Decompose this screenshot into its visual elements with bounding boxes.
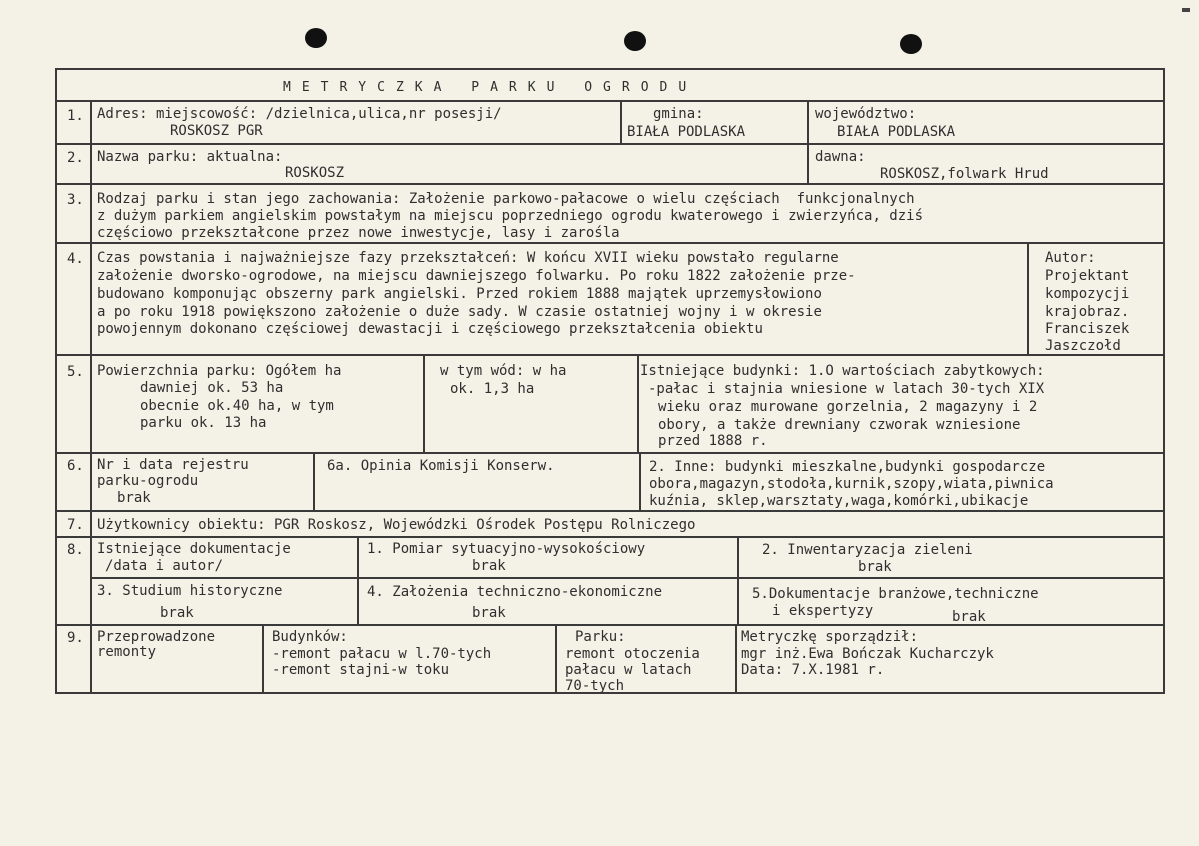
rule — [55, 242, 1165, 244]
park-type-text: częściowo przekształcone przez nowe inwestycje, lasy i zarośla — [97, 225, 620, 241]
rule — [55, 100, 1165, 102]
rule — [639, 452, 641, 510]
row-number: 3. — [67, 192, 84, 208]
buildings-text: wieku oraz murowane gorzelnia, 2 magazyny i 2 — [658, 399, 1038, 415]
row-number: 1. — [67, 108, 84, 124]
history-text: a po roku 1918 powiększono założenie o duże sady. W czasie ostatniej wojny i w okresie — [97, 304, 822, 320]
water-text: ok. 1,3 ha — [450, 381, 535, 397]
water-text: w tym wód: w ha — [440, 363, 567, 379]
rule — [313, 452, 315, 510]
author-text: krajobraz. — [1045, 304, 1130, 320]
opinion-label: 6a. Opinia Komisji Konserw. — [327, 458, 555, 474]
punch-hole-left — [305, 28, 327, 48]
rule — [91, 577, 1165, 579]
renovations-label: Przeprowadzone — [97, 629, 216, 645]
punch-hole-center — [624, 31, 646, 51]
survey-label: 1. Pomiar sytuacyjno-wysokościowy — [367, 541, 646, 557]
buildings-text: Istniejące budynki: 1.O wartościach zabytkowych: — [640, 363, 1045, 379]
rule — [620, 100, 622, 143]
rule — [55, 510, 1165, 512]
row-number: 5. — [67, 364, 84, 380]
technical-label: 4. Założenia techniczno-ekonomiczne — [367, 584, 663, 600]
rule — [555, 624, 557, 694]
greenery-value: brak — [858, 559, 892, 575]
park-renovations: pałacu w latach — [565, 662, 692, 678]
building-renovations: Budynków: — [272, 629, 348, 645]
history-study-label: 3. Studium historyczne — [97, 583, 283, 599]
park-renovations: Parku: — [575, 629, 626, 645]
rule — [55, 183, 1165, 185]
area-text: dawniej ok. 53 ha — [140, 380, 284, 396]
buildings-text: obory, a także drewniany czworak wzniesione — [658, 417, 1021, 433]
rule — [1163, 68, 1165, 694]
address-label: Adres: miejscowość: /dzielnica,ulica,nr posesji/ — [97, 106, 502, 122]
area-text: Powierzchnia parku: Ogółem ha — [97, 363, 342, 379]
row-number: 8. — [67, 542, 84, 558]
rule — [55, 536, 1165, 538]
row-number: 2. — [67, 150, 84, 166]
park-type-text: Rodzaj parku i stan jego zachowania: Założenie parkowo-pałacowe o wielu częściach funkcjonalnych — [97, 191, 915, 207]
old-name-value: ROSKOSZ,folwark Hrud — [880, 166, 1049, 182]
history-text: Czas powstania i najważniejsze fazy przekształceń: W końcu XVII wieku powstało regularne — [97, 250, 839, 266]
register-text: parku-ogrodu — [97, 473, 199, 489]
users-text: Użytkownicy obiektu: PGR Roskosz, Wojewódzki Ośrodek Postępu Rolniczego — [97, 517, 696, 533]
author-text: Jaszczołd — [1045, 338, 1121, 354]
rule — [423, 354, 425, 452]
rule — [90, 100, 92, 694]
survey-value: brak — [472, 558, 506, 574]
address-value: ROSKOSZ PGR — [170, 123, 263, 139]
other-buildings-text: kuźnia, sklep,warsztaty,waga,komórki,ubikacje — [649, 493, 1029, 509]
renovations-label: remonty — [97, 644, 157, 660]
industry-docs-value: brak — [952, 609, 986, 625]
prepared-date: Data: 7.X.1981 r. — [741, 662, 885, 678]
rule — [807, 100, 809, 183]
industry-docs-label: 5.Dokumentacje branżowe,techniczne — [752, 586, 1039, 602]
documentation-label: Istniejące dokumentacje — [97, 541, 291, 557]
rule — [637, 354, 639, 452]
documentation-label: /data i autor/ — [105, 558, 224, 574]
park-record-card — [55, 68, 1165, 694]
prepared-by: Metryczkę sporządził: — [741, 629, 919, 645]
row-number: 4. — [67, 251, 84, 267]
history-text: powojennym dokonano częściowej dewastacji i częściowego przekształcenia obiektu — [97, 321, 763, 337]
area-text: parku ok. 13 ha — [140, 415, 267, 431]
punch-hole-right — [900, 34, 922, 54]
rule — [737, 536, 739, 624]
author-text: Franciszek — [1045, 321, 1130, 337]
park-name-value: ROSKOSZ — [285, 165, 345, 181]
rule — [735, 624, 737, 694]
technical-value: brak — [472, 605, 506, 621]
park-type-text: z dużym parkiem angielskim powstałym na miejscu poprzedniego ogrodu kwaterowego i zwierzyńca, dziś — [97, 208, 924, 224]
history-text: założenie dworsko-ogrodowe, na miejscu dawniejszego folwarku. Po roku 1822 założenie prze- — [97, 268, 856, 284]
row-number: 7. — [67, 517, 84, 533]
park-renovations: 70-tych — [565, 678, 625, 694]
author-text: kompozycji — [1045, 286, 1130, 302]
rule — [55, 452, 1165, 454]
register-text: Nr i data rejestru — [97, 457, 249, 473]
rule — [55, 354, 1165, 356]
buildings-text: przed 1888 r. — [658, 433, 768, 449]
other-buildings-text: obora,magazyn,stodoła,kurnik,szopy,wiata,piwnica — [649, 476, 1054, 492]
row-number: 6. — [67, 458, 84, 474]
building-renovations: -remont stajni-w toku — [272, 662, 450, 678]
voivodeship-value: BIAŁA PODLASKA — [837, 124, 956, 140]
prepared-by: mgr inż.Ewa Bończak Kucharczyk — [741, 646, 994, 662]
area-text: obecnie ok.40 ha, w tym — [140, 398, 334, 414]
card-title: METRYCZKA PARKU OGRODU — [283, 80, 698, 95]
park-renovations: remont otoczenia — [565, 646, 700, 662]
rule — [55, 143, 1165, 145]
park-name-label: Nazwa parku: aktualna: — [97, 149, 283, 165]
row-number: 9. — [67, 630, 84, 646]
author-text: Autor: — [1045, 250, 1096, 266]
rule — [262, 624, 264, 694]
gmina-label: gmina: — [653, 106, 704, 122]
rule — [357, 536, 359, 624]
old-name-label: dawna: — [815, 149, 866, 165]
rule — [55, 68, 1165, 70]
author-text: Projektant — [1045, 268, 1130, 284]
building-renovations: -remont pałacu w l.70-tych — [272, 646, 492, 662]
corner-mark — [1182, 8, 1190, 12]
buildings-text: -pałac i stajnia wniesione w latach 30-tych XIX — [648, 381, 1045, 397]
history-study-value: brak — [160, 605, 194, 621]
history-text: budowano komponując obszerny park angielski. Przed rokiem 1888 majątek uprzemysłowiono — [97, 286, 822, 302]
voivodeship-label: województwo: — [815, 106, 917, 122]
greenery-label: 2. Inwentaryzacja zieleni — [762, 542, 973, 558]
rule — [55, 68, 57, 694]
gmina-value: BIAŁA PODLASKA — [627, 124, 746, 140]
industry-docs-label: i ekspertyzy — [772, 603, 874, 619]
rule — [1027, 242, 1029, 354]
rule — [55, 624, 1165, 626]
register-value: brak — [117, 490, 151, 506]
other-buildings-text: 2. Inne: budynki mieszkalne,budynki gospodarcze — [649, 459, 1046, 475]
